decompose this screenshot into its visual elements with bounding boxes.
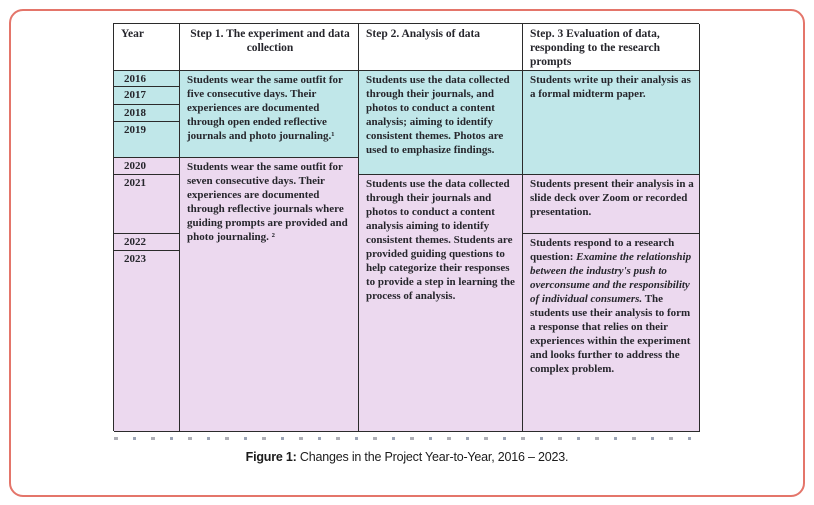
figure-caption-label: Figure 1: (245, 450, 297, 464)
step3-cell-2016-2020: Students write up their analysis as a formal midterm paper. (523, 71, 700, 175)
step3-response-suffix: The students use their analysis to form a response that relies on their experiences within the experiment and looks further to address the complex problem. (530, 293, 691, 375)
step3-cell-2021: Students present their analysis in a slide deck over Zoom or recorded presentation. (523, 175, 700, 234)
year-cell-2022: 2022 (114, 234, 180, 251)
year-cell-2020: 2020 (114, 158, 180, 175)
year-cell-2019: 2019 (114, 122, 180, 158)
year-cell-2023: 2023 (114, 251, 180, 432)
header-year: Year (114, 24, 180, 71)
step1-cell-2020-2023: Students wear the same outfit for seven consecutive days. Their experiences are documented through reflective journals where guiding prompts are provided and photo journaling. ² (180, 158, 359, 432)
year-cell-2018: 2018 (114, 105, 180, 122)
step2-cell-2021-2023: Students use the data collected through their journals and photos to conduct a content analysis aiming to identify consistent themes. Students are provided guiding questions to help categorize their responses to provide a step in learning the process of analysis. (359, 175, 523, 432)
step2-cell-2016-2020: Students use the data collected through their journals, and photos to conduct a content analysis; aiming to identify consistent themes. Photos are used to emphasize findings. (359, 71, 523, 175)
header-step3: Step. 3 Evaluation of data, responding to the research prompts (523, 24, 700, 71)
year-cell-2021: 2021 (114, 175, 180, 234)
year-cell-2016: 2016 (114, 71, 180, 87)
project-changes-table (113, 23, 699, 431)
cropped-text-line (114, 437, 698, 440)
header-step1: Step 1. The experiment and data collection (180, 24, 359, 71)
step3-cell-2022-2023 (523, 234, 700, 432)
step3-response-prefix: Students respond to a research question: (530, 237, 675, 263)
step3-research-question-italic: Examine the relationship between the industry's push to overconsume and the responsibility of individual consumers. (530, 251, 692, 305)
header-step2: Step 2. Analysis of data (359, 24, 523, 71)
figure-caption (0, 450, 814, 464)
figure-caption-text: Changes in the Project Year-to-Year, 2016 – 2023. (296, 450, 569, 464)
step1-cell-2016-2019: Students wear the same outfit for five consecutive days. Their experiences are documented through open ended reflective journals and photo journaling.¹ (180, 71, 359, 158)
year-cell-2017: 2017 (114, 87, 180, 105)
